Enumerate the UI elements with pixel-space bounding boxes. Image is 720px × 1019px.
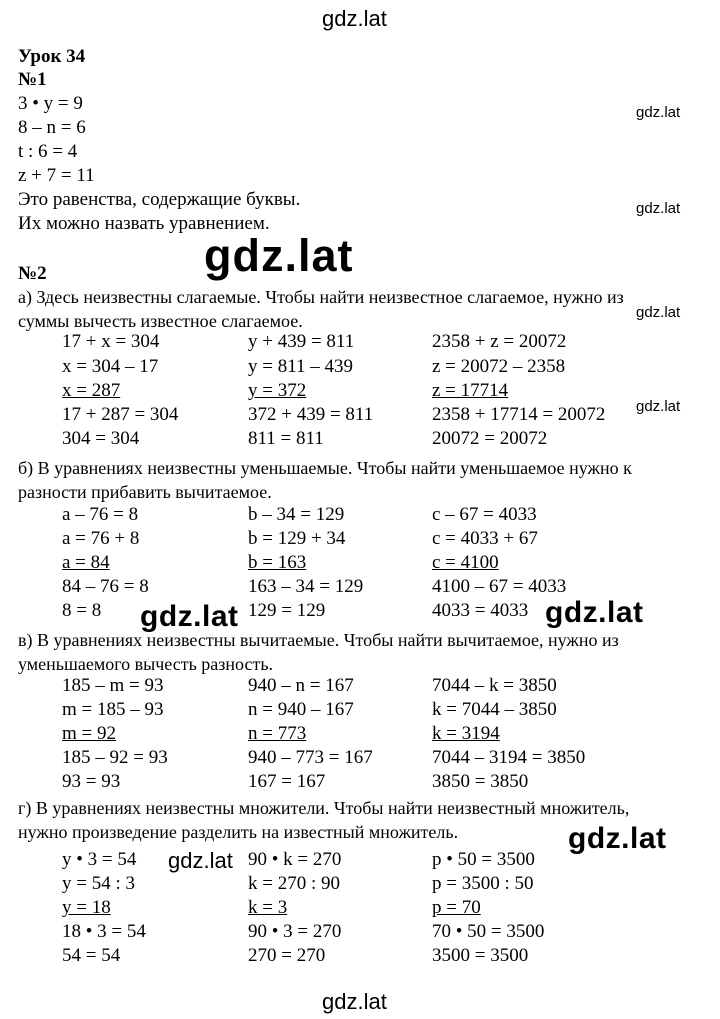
answer: n = 773 (248, 723, 307, 744)
answer: m = 92 (62, 723, 116, 744)
check: 8 = 8 (62, 600, 102, 621)
watermark-lower-mid: gdz.lat (168, 848, 233, 873)
task1-line: t : 6 = 4 (18, 141, 78, 162)
check: 17 + 287 = 304 (62, 404, 179, 425)
answer: y = 372 (248, 380, 307, 401)
equation: y = 811 – 439 (248, 356, 354, 377)
equation: b – 34 = 129 (248, 504, 345, 525)
equation: n = 940 – 167 (248, 699, 354, 720)
task1-line: 8 – n = 6 (18, 117, 86, 138)
check: 940 – 773 = 167 (248, 747, 373, 768)
equation: k = 7044 – 3850 (432, 699, 557, 720)
task2v-intro: в) В уравнениях неизвестны вычитаемые. Чтобы найти вычитаемое, нужно из уменьшаемого вычесть разность. (18, 630, 619, 674)
watermark-right-3: gdz.lat (636, 304, 681, 321)
check: 84 – 76 = 8 (62, 576, 149, 597)
check: 90 • 3 = 270 (248, 921, 342, 942)
equation: p = 3500 : 50 (432, 873, 534, 894)
check: 3500 = 3500 (432, 945, 529, 966)
check: 811 = 811 (248, 428, 324, 449)
equation: 17 + x = 304 (62, 331, 160, 352)
equation: y = 54 : 3 (62, 873, 135, 894)
watermark-mid-left: gdz.lat (140, 600, 239, 633)
answer: k = 3194 (432, 723, 500, 744)
watermark-right-1: gdz.lat (636, 104, 681, 121)
lesson-title: Урок 34 (18, 46, 86, 67)
answer: x = 287 (62, 380, 121, 401)
task1-text: Это равенства, содержащие буквы. (18, 189, 301, 210)
equation: 7044 – k = 3850 (432, 675, 557, 696)
check: 372 + 439 = 811 (248, 404, 374, 425)
check: 2358 + 17714 = 20072 (432, 404, 606, 425)
equation: p • 50 = 3500 (432, 849, 535, 870)
answer: a = 84 (62, 552, 110, 573)
task2g-intro: г) В уравнениях неизвестны множители. Чтобы найти неизвестный множитель, нужно произведение разделить на известный множитель. (18, 798, 630, 842)
watermark-lower-right: gdz.lat (568, 822, 667, 855)
check: 7044 – 3194 = 3850 (432, 747, 586, 768)
check: 4033 = 4033 (432, 600, 529, 621)
check: 129 = 129 (248, 600, 326, 621)
task1-line: 3 • y = 9 (18, 93, 83, 114)
check: 70 • 50 = 3500 (432, 921, 545, 942)
equation: 90 • k = 270 (248, 849, 342, 870)
check: 18 • 3 = 54 (62, 921, 146, 942)
check: 3850 = 3850 (432, 771, 529, 792)
answer: p = 70 (432, 897, 481, 918)
watermark-mid-right: gdz.lat (545, 596, 644, 629)
task2a-intro: а) Здесь неизвестны слагаемые. Чтобы найти неизвестное слагаемое, нужно из суммы вычесть известное слагаемое. (18, 287, 624, 331)
task2b-intro: б) В уравнениях неизвестны уменьшаемые. Чтобы найти уменьшаемое нужно к разности прибавить вычитаемое. (18, 458, 632, 502)
equation: 940 – n = 167 (248, 675, 354, 696)
equation: m = 185 – 93 (62, 699, 164, 720)
equation: x = 304 – 17 (62, 356, 159, 377)
answer: z = 17714 (432, 380, 509, 401)
equation: y + 439 = 811 (248, 331, 355, 352)
equation: a – 76 = 8 (62, 504, 139, 525)
equation: c = 4033 + 67 (432, 528, 538, 549)
task1-line: z + 7 = 11 (18, 165, 95, 186)
watermark-bottom: gdz.lat (322, 989, 387, 1014)
check: 20072 = 20072 (432, 428, 548, 449)
watermark-top: gdz.lat (322, 6, 387, 31)
answer: y = 18 (62, 897, 111, 918)
check: 93 = 93 (62, 771, 121, 792)
watermark-right-4: gdz.lat (636, 398, 681, 415)
check: 304 = 304 (62, 428, 140, 449)
watermark-big: gdz.lat (204, 230, 354, 281)
task1-text: Их можно назвать уравнением. (18, 213, 270, 234)
equation: 2358 + z = 20072 (432, 331, 567, 352)
equation: c – 67 = 4033 (432, 504, 537, 525)
equation: y • 3 = 54 (62, 849, 137, 870)
equation: b = 129 + 34 (248, 528, 346, 549)
equation: k = 270 : 90 (248, 873, 340, 894)
check: 4100 – 67 = 4033 (432, 576, 567, 597)
check: 270 = 270 (248, 945, 326, 966)
equation: 185 – m = 93 (62, 675, 164, 696)
check: 185 – 92 = 93 (62, 747, 168, 768)
equation: a = 76 + 8 (62, 528, 140, 549)
answer: k = 3 (248, 897, 288, 918)
answer: c = 4100 (432, 552, 499, 573)
equation: z = 20072 – 2358 (432, 356, 566, 377)
check: 167 = 167 (248, 771, 326, 792)
check: 54 = 54 (62, 945, 121, 966)
task1-number: №1 (18, 69, 47, 90)
answer: b = 163 (248, 552, 307, 573)
check: 163 – 34 = 129 (248, 576, 364, 597)
task2-number: №2 (18, 263, 47, 284)
watermark-right-2: gdz.lat (636, 200, 681, 217)
